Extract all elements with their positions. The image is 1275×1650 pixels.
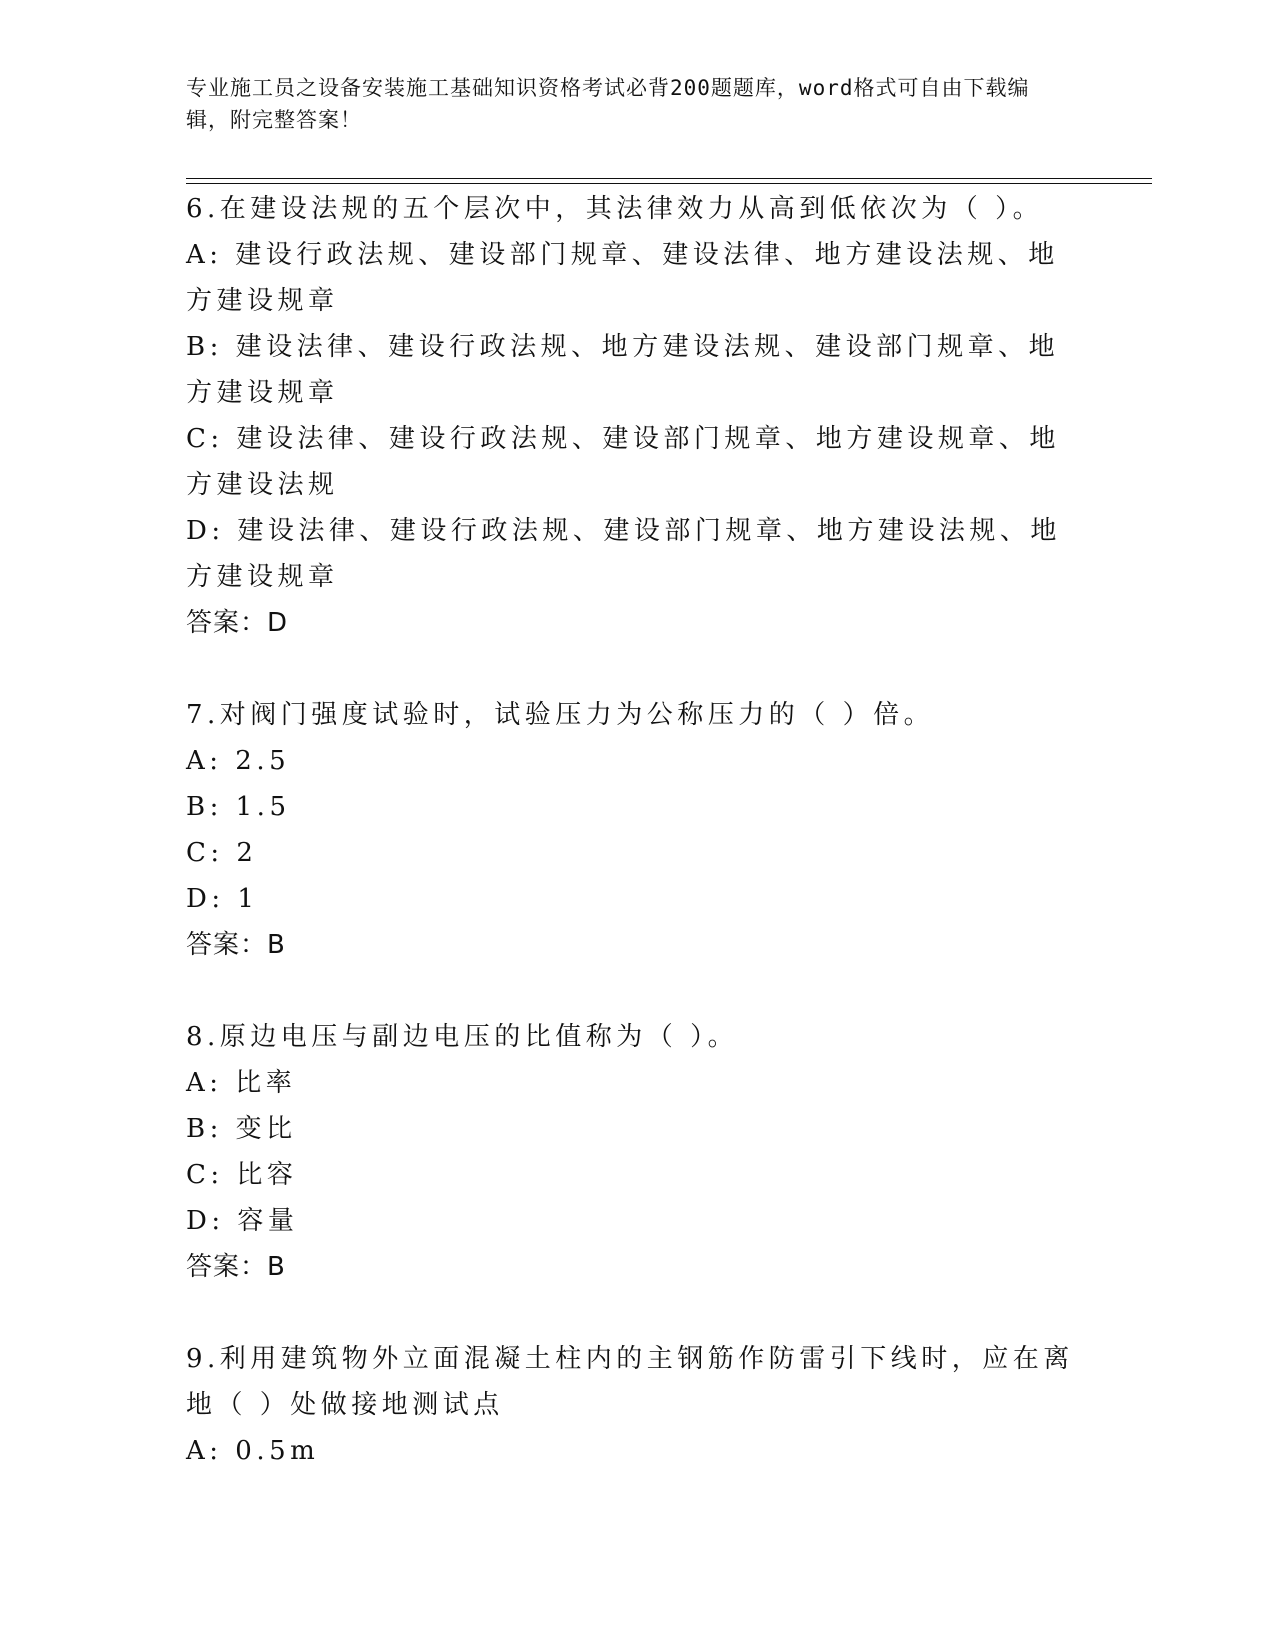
option-b: B: 1.5 [186, 792, 291, 822]
question-6 [186, 186, 1086, 646]
question-stem: 7.对阀门强度试验时，试验压力为公称压力的（ ）倍。 [186, 700, 935, 730]
option-a: A: 比率 [186, 1068, 297, 1098]
option-a: A: 0.5m [186, 1436, 320, 1466]
option-d: D: 建设法律、建设行政法规、建设部门规章、地方建设法规、地方建设规章 [186, 516, 1061, 592]
question-stem: 9.利用建筑物外立面混凝土柱内的主钢筋作防雷引下线时，应在离地（ ）处做接地测试点 [186, 1344, 1074, 1420]
question-8 [186, 1014, 1086, 1290]
option-c: C: 2 [186, 838, 258, 868]
question-9 [186, 1336, 1086, 1474]
document-intro: 专业施工员之设备安装施工基础知识资格考试必背200题题库，word格式可自由下载编辑，附完整答案！ [186, 76, 1030, 132]
answer-label: 答案：B [186, 1252, 286, 1282]
answer-label: 答案：D [186, 608, 289, 638]
option-c: C: 建设法律、建设行政法规、建设部门规章、地方建设规章、地方建设法规 [186, 424, 1060, 500]
option-b: B: 变比 [186, 1114, 297, 1144]
option-a: A: 建设行政法规、建设部门规章、建设法律、地方建设法规、地方建设规章 [186, 240, 1059, 316]
option-a: A: 2.5 [186, 746, 291, 776]
answer-label: 答案：B [186, 930, 286, 960]
question-stem: 6.在建设法规的五个层次中，其法律效力从高到低依次为（ ）。 [186, 194, 1044, 224]
option-d: D: 容量 [186, 1206, 299, 1236]
question-list [186, 186, 1086, 1520]
question-7 [186, 692, 1086, 968]
header-divider-bottom [186, 183, 1152, 184]
option-c: C: 比容 [186, 1160, 298, 1190]
option-d: D: 1 [186, 884, 259, 914]
header-divider-top [186, 178, 1152, 179]
option-b: B: 建设法律、建设行政法规、地方建设法规、建设部门规章、地方建设规章 [186, 332, 1060, 408]
question-stem: 8.原边电压与副边电压的比值称为（ ）。 [186, 1022, 739, 1052]
